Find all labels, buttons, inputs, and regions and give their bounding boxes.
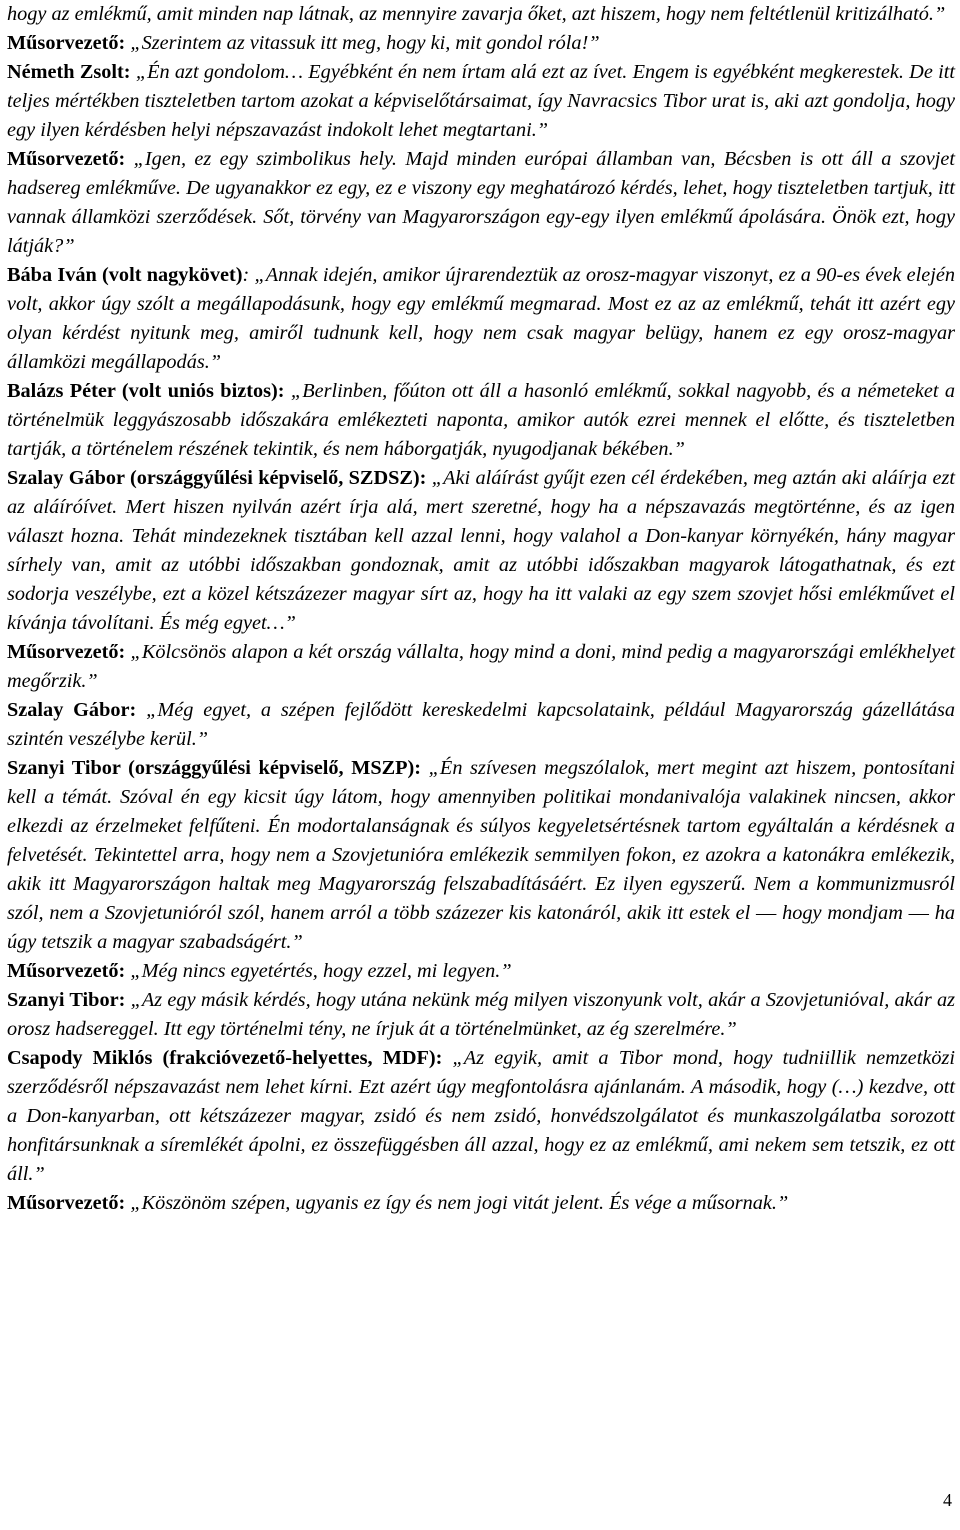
speaker-label: Műsorvezető: (7, 641, 126, 663)
quote-text: „Berlinben, főúton ott áll a hasonló emlékmű, sokkal nagyobb, és a németeket a történelmük leggyászosabb időszakára emlékezteti naponta, amikor autók ezrei mennek el előtte, és tiszteletben tartják, a történelem részének tekintik, és nem háborgatják, nyugodjanak békében.” (7, 380, 955, 460)
quote-text: „Én azt gondolom… Egyébként én nem írtam alá ezt az ívet. Engem is egyébként megkerestek. De itt teljes mértékben tiszteletben tartom azokat a képviselőtársaimat, így Navracsics Tibor urat is, aki azt gondolja, hogy egy ilyen kérdésben helyi népszavazást indokolt lehet megtartani.” (7, 61, 955, 141)
paragraph-2 (7, 58, 955, 145)
speaker-label: Balázs Péter (volt uniós biztos): (7, 380, 285, 402)
speaker-label: Csapody Miklós (frakcióvezető-helyettes, MDF): (7, 1047, 443, 1069)
em-dash: — (756, 902, 777, 924)
paragraph-7 (7, 638, 955, 696)
em-dash: — (908, 902, 929, 924)
quote-text: „Szerintem az vitassuk itt meg, hogy ki, mit gondol róla!” (125, 32, 600, 54)
paragraph-4 (7, 261, 955, 377)
paragraph-1 (7, 29, 955, 58)
speaker-label: Szalay Gábor: (7, 699, 137, 721)
quote-text: „Én szívesen megszólalok, mert megint azt hiszem, pontosítani kell a témát. Szóval én egy kicsit úgy látom, hogy amennyiben politikai mondanivalója valakinek nincsen, akkor elkezdi az érzelmeket felfűteni. Én modortalanságnak és súlyos kegyeletsértésnek tartom egyáltalán a kérdésnek a felvetését. Tekintettel arra, hogy nem a Szovjetunióra emlékezik semmilyen fokon, ez azokra a katonákra emlékezik, akik itt Magyarországon haltak meg Magyarország felszabadításáért. Ez ilyen egyszerű. Nem a kommunizmusról szól, nem a Szovjetunióról szól, hanem arról a több százezer kis katonáról, akik itt estek el (7, 757, 956, 924)
quote-text: hogy az emlékmű, amit minden nap látnak, az mennyire zavarja őket, azt hiszem, hogy nem feltétlenül kritizálható.” (7, 3, 946, 25)
paragraph-10 (7, 957, 955, 986)
speaker-label: Bába Iván (volt nagykövet) (7, 264, 243, 286)
quote-text: „Még nincs egyetértés, hogy ezzel, mi legyen.” (125, 960, 512, 982)
quote-text: „Az egy másik kérdés, hogy utána nekünk még milyen viszonyunk volt, akár a Szovjetunióval, akár az orosz hadsereggel. Itt egy történelmi tény, ne írjuk át a történelmünket, az ég szerelmére.” (7, 989, 955, 1040)
speaker-label: Szalay Gábor (országgyűlési képviselő, SZDSZ): (7, 467, 427, 489)
quote-text: : „Annak idején, amikor újrarendeztük az orosz-magyar viszonyt, ez a 90-es évek elején volt, akkor úgy szólt a megállapodásunk, hogy egy emlékmű megmarad. Most ez az az emlékmű, tehát itt azért egy olyan kérdést nyitunk meg, amiről tudnunk kell, hogy nem csak magyar belügy, hanem ez egy orosz-magyar államközi megállapodás.” (7, 264, 955, 373)
quote-text: „Az egyik, amit a Tibor mond, hogy tudniillik nemzetközi szerződésről népszavazást nem lehet kírni. Ezt azért úgy megfontolásra ajánlanám. A második, hogy (…) kezdve, ott a Don-kanyarban, ott kétszázezer magyar, zsidó és nem zsidó, honvédszolgálatot és munkaszolgálatba sorozott honfitársunknak a síremlékét ápolni, ez összefüggésben áll azzal, hogy ez az emlékmű, ami nekem sem tetszik, ez ott áll.” (7, 1047, 955, 1185)
paragraph-5 (7, 377, 955, 464)
speaker-label: Műsorvezető: (7, 32, 126, 54)
quote-text: „Még egyet, a szépen fejlődött kereskedelmi kapcsolataink, például Magyarország gázellátása szintén veszélybe kerül.” (7, 699, 956, 750)
quote-text: „Aki aláírást gyűjt ezen cél érdekében, meg aztán aki aláírja ezt az aláíróívet. Mert hiszen nyilván azért írja alá, mert szeretné, hogy ha a népszavazás megtörténne, és az igen választ hozna. Tehát mindezeknek tisztában kell azzal lenni, hogy valahol a Don-kanyar környékén, hány magyar sírhely van, amit az utóbbi időszakban gondoznak, amit az utóbbi időszakban magyarok látogathatnak, és ezt sodorja veszélybe, ezt a közel kétszázezer magyar sírt az, hogy ha itt valaki az egy szem szovjet hősi emlékművet el kívánja távolítani. És még egyet…” (7, 467, 955, 634)
speaker-label: Műsorvezető: (7, 148, 126, 170)
paragraph-8 (7, 696, 955, 754)
page-number: 4 (943, 1490, 952, 1510)
paragraph-6 (7, 464, 955, 638)
speaker-label: Szanyi Tibor (országgyűlési képviselő, MSZP): (7, 757, 422, 779)
paragraph-13 (7, 1189, 955, 1218)
speaker-label: Németh Zsolt: (7, 61, 131, 83)
speaker-label: Műsorvezető: (7, 960, 126, 982)
quote-text: „Kölcsönös alapon a két ország vállalta, hogy mind a doni, mind pedig a magyarországi emlékhelyet megőrzik.” (7, 641, 955, 692)
speaker-label: Szanyi Tibor: (7, 989, 126, 1011)
quote-text: ha úgy tetszik a magyar szabadságért.” (7, 902, 956, 953)
document-page (7, 0, 955, 1218)
paragraph-0 (7, 0, 955, 29)
paragraph-9 (7, 754, 955, 957)
speaker-label: Műsorvezető: (7, 1192, 126, 1214)
quote-text: „Igen, ez egy szimbolikus hely. Majd minden európai államban van, Bécsben is ott áll a szovjet hadsereg emlékműve. De ugyanakkor ez egy, ez e viszony egy meghatározó kérdés, lehet, hogy tiszteletben tartjuk, itt vannak államközi szerződések. Sőt, törvény van Magyarországon egy-egy ilyen emlékmű ápolására. Önök ezt, hogy látják?” (7, 148, 955, 257)
paragraph-11 (7, 986, 955, 1044)
paragraph-3 (7, 145, 955, 261)
paragraph-12 (7, 1044, 955, 1189)
quote-text: hogy mondjam (776, 902, 909, 924)
quote-text: „Köszönöm szépen, ugyanis ez így és nem jogi vitát jelent. És vége a műsornak.” (125, 1192, 789, 1214)
